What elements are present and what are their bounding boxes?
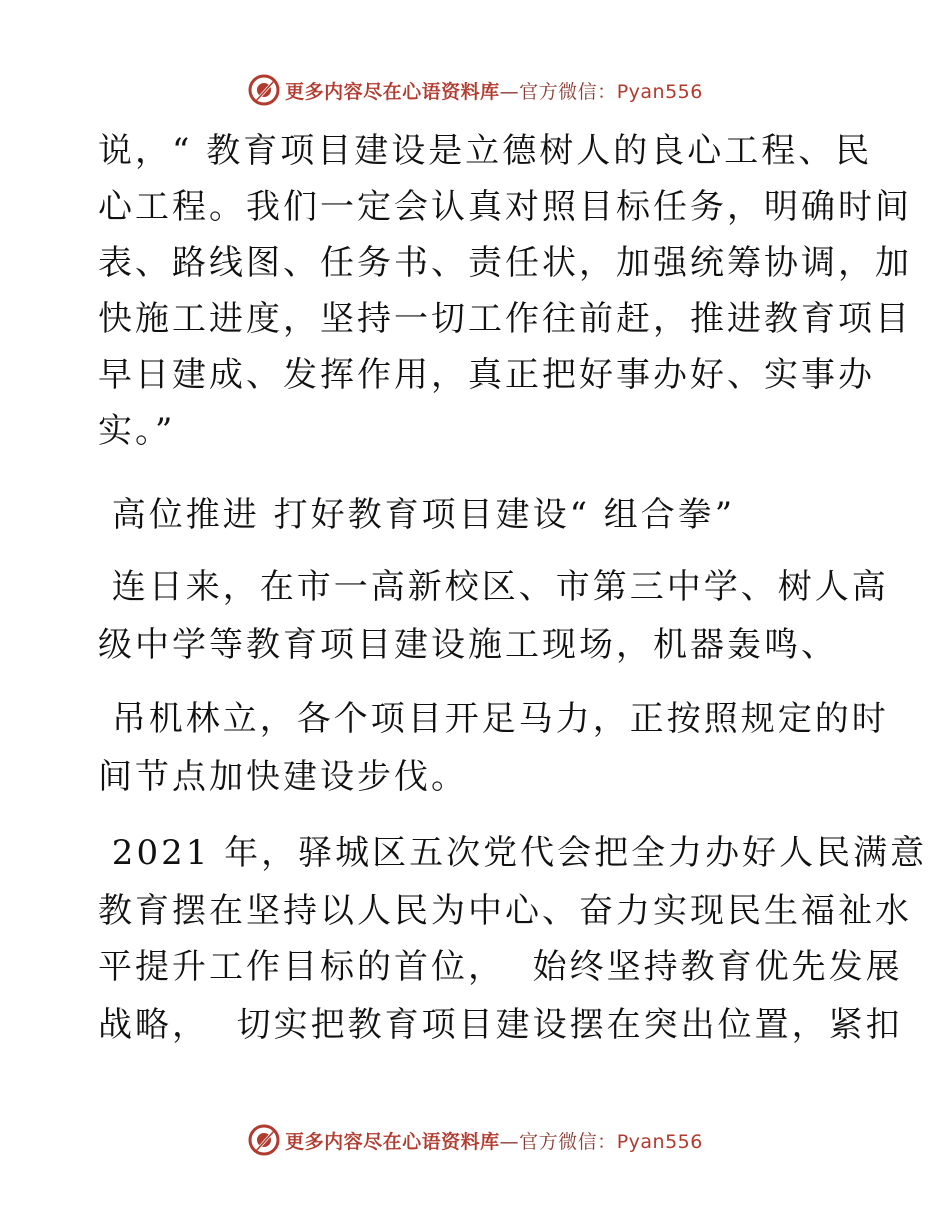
watermark-text xyxy=(285,77,703,104)
watermark-separator: — xyxy=(499,80,520,103)
text-line: 平提升工作目标的首位， 始终坚持教育优先发展 xyxy=(98,947,903,987)
text-line: 间节点加快建设步伐。 xyxy=(98,757,468,797)
watermark-text xyxy=(285,1127,703,1154)
footer-watermark xyxy=(0,1120,950,1160)
watermark-label: 官方微信： xyxy=(519,1130,617,1153)
watermark-main: 更多内容尽在心语资料库 xyxy=(285,1130,500,1153)
text-line: 快施工进度，坚持一切工作往前赶，推进教育项目 xyxy=(98,299,912,339)
logo-icon xyxy=(247,1123,281,1157)
text-line: 战略， 切实把教育项目建设摆在突出位置，紧扣 xyxy=(98,1005,903,1045)
text-line: 表、路线图、任务书、责任状，加强统筹协调，加 xyxy=(98,243,912,283)
watermark-id: Pyan556 xyxy=(616,1130,703,1153)
text-line: 连日来，在市一高新校区、市第三中学、树人高 xyxy=(98,567,889,607)
watermark-separator: — xyxy=(499,1130,520,1153)
text-line: 早日建成、发挥作用，真正把好事办好、实事办 xyxy=(98,355,875,395)
text-line: 说，“ 教育项目建设是立德树人的良心工程、民 xyxy=(98,131,873,171)
text-line: 实。” xyxy=(98,411,176,451)
logo-icon xyxy=(247,73,281,107)
text-line: 吊机林立，各个项目开足马力，正按照规定的时 xyxy=(98,699,889,739)
watermark-label: 官方微信： xyxy=(519,80,617,103)
text-line: 教育摆在坚持以人民为中心、奋力实现民生福祉水 xyxy=(98,891,912,931)
text-line: 2021 年，驿城区五次党代会把全力办好人民满意 xyxy=(98,833,928,873)
text-line: 级中学等教育项目建设施工现场，机器轰鸣、 xyxy=(98,625,838,665)
header-watermark xyxy=(0,70,950,110)
watermark-id: Pyan556 xyxy=(616,80,703,103)
section-heading: 高位推进 打好教育项目建设“ 组合拳” xyxy=(98,495,736,535)
text-line: 心工程。我们一定会认真对照目标任务，明确时间 xyxy=(98,187,912,227)
watermark-main: 更多内容尽在心语资料库 xyxy=(285,80,500,103)
